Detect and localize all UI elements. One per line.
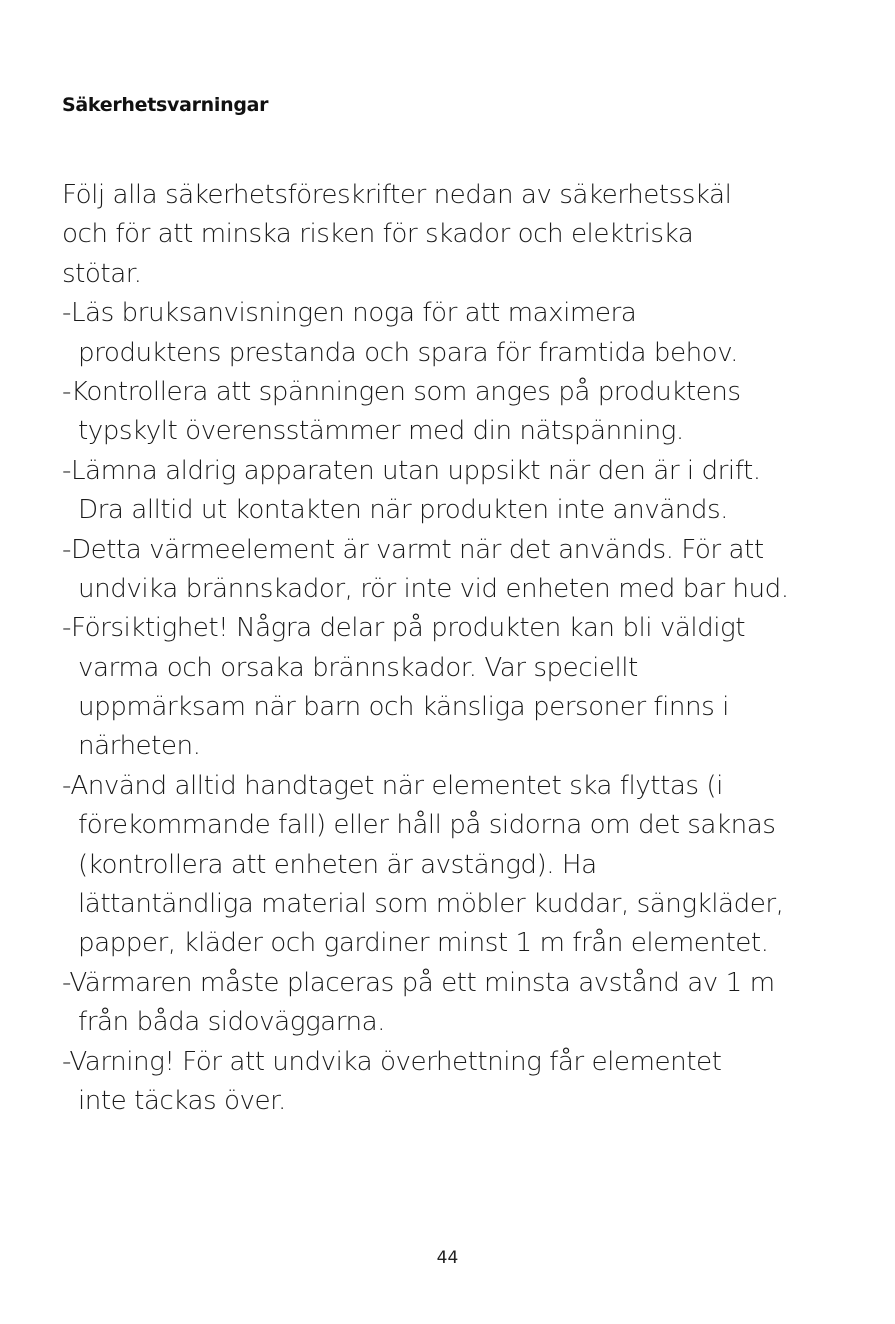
text-line: Dra alltid ut kontakten när produkten inte används. <box>78 495 728 526</box>
section-heading: Säkerhetsvarningar <box>62 94 269 116</box>
text-line: förekommande fall) eller håll på sidorna om det saknas <box>78 810 776 841</box>
text-line: uppmärksam när barn och känsliga personer finns i <box>78 692 729 723</box>
text-line: inte täckas över. <box>78 1085 286 1116</box>
text-line: från båda sidoväggarna. <box>78 1007 385 1038</box>
text-line: produktens prestanda och spara för framtida behov. <box>78 337 738 368</box>
text-line: Följ alla säkerhetsföreskrifter nedan av säkerhetsskäl <box>62 180 732 210</box>
text-line: och för att minska risken för skador och elektriska <box>62 219 694 250</box>
text-line: -Varning! För att undvika överhettning får elementet <box>62 1046 722 1077</box>
text-line: papper, kläder och gardiner minst 1 m från elementet. <box>78 928 769 959</box>
text-line: -Värmaren måste placeras på ett minsta avstånd av 1 m <box>62 967 775 998</box>
text-line: närheten. <box>78 731 201 762</box>
text-line: undvika brännskador, rör inte vid enheten med bar hud. <box>78 573 789 604</box>
text-line: (kontrollera att enheten är avstängd). Ha <box>78 849 597 880</box>
text-line: -Detta värmeelement är varmt när det används. För att <box>62 534 764 565</box>
text-line: -Använd alltid handtaget när elementet ska flyttas (i <box>62 770 723 801</box>
text-line: -Läs bruksanvisningen noga för att maximera <box>62 298 637 329</box>
page-number: 44 <box>436 1248 459 1268</box>
text-line: typskylt överensstämmer med din nätspänning. <box>78 416 684 447</box>
text-line: -Försiktighet! Några delar på produkten kan bli väldigt <box>62 613 746 644</box>
text-line: -Kontrollera att spänningen som anges på produktens <box>62 376 741 407</box>
safety-warnings-body <box>62 176 862 1121</box>
text-line: stötar. <box>62 258 142 289</box>
text-line: -Lämna aldrig apparaten utan uppsikt när den är i drift. <box>62 455 761 486</box>
text-line: varma och orsaka brännskador. Var speciellt <box>78 652 638 683</box>
text-line: lättantändliga material som möbler kuddar, sängkläder, <box>78 889 784 920</box>
